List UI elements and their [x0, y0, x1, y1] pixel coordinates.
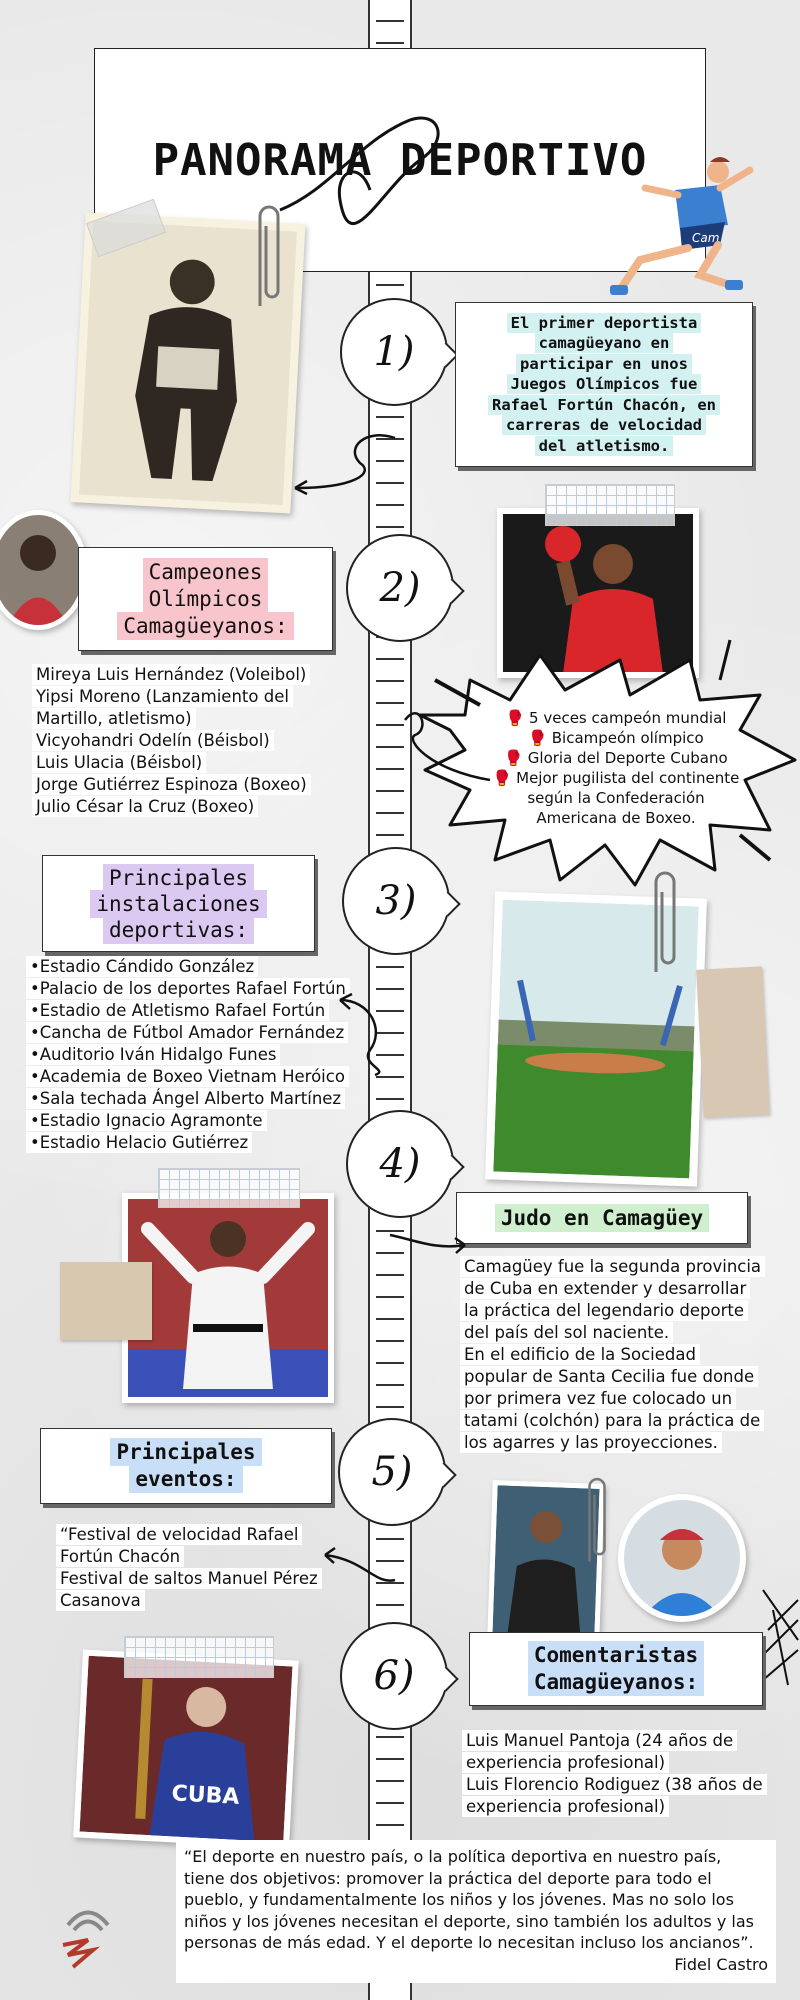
section6-heading-card: [469, 1632, 763, 1706]
text-line: del país del sol naciente.: [460, 1322, 673, 1343]
judo-photo: [122, 1193, 334, 1403]
step-6-circle: [340, 1622, 448, 1730]
step-number: 2): [379, 565, 421, 611]
list-item: •Academia de Boxeo Vietnam Heróico: [26, 1066, 349, 1087]
section5-heading-card: [40, 1428, 332, 1504]
step-1-circle: [340, 298, 448, 406]
text-line: Juegos Olímpicos fue: [507, 374, 702, 394]
text-line: carreras de velocidad: [502, 415, 706, 435]
list-item: •Estadio Cándido González: [26, 956, 258, 977]
step-number: 4): [379, 1141, 421, 1187]
quote-line: pueblo, y fundamentalmente los niños y los jóvenes. Mas no solo los: [184, 1890, 734, 1909]
quote-line: “El deporte en nuestro país, o la política deportiva en nuestro país,: [184, 1847, 722, 1866]
step-number: 1): [373, 329, 415, 375]
achievement: según la Confederación: [527, 789, 705, 807]
step-number: 6): [373, 1653, 415, 1699]
list-item: Julio César la Cruz (Boxeo): [32, 796, 258, 817]
achievement: Bicampeón olímpico: [551, 729, 704, 747]
section3-heading-card: [42, 855, 315, 952]
text-line: En el edificio de la Sociedad: [460, 1344, 700, 1365]
list-item: Jorge Gutiérrez Espinoza (Boxeo): [32, 774, 311, 795]
achievement: Mejor pugilista del continente: [516, 769, 740, 787]
text-line: Camagüey fue la segunda provincia: [460, 1256, 765, 1277]
text-line: experiencia profesional): [462, 1752, 669, 1773]
list-item: •Cancha de Fútbol Amador Fernández: [26, 1022, 348, 1043]
heading-line: Principales: [103, 864, 254, 892]
text-line: del atletismo.: [535, 436, 674, 456]
runner-illustration: [600, 150, 760, 300]
text-line: Luis Florencio Rodiguez (38 años de: [462, 1774, 767, 1795]
step-4-circle: [346, 1110, 454, 1218]
text-line: por primera vez fue colocado un: [460, 1388, 736, 1409]
heading-line: Camagüeyanos:: [528, 1668, 704, 1696]
heading-line: Comentaristas: [528, 1641, 704, 1669]
text-line: Festival de saltos Manuel Pérez: [56, 1568, 322, 1589]
judo-text: [460, 1256, 780, 1454]
quote-block: [176, 1840, 776, 1983]
section2-heading-card: [78, 547, 333, 651]
list-item: Martillo, atletismo): [32, 708, 196, 729]
text-line: Casanova: [56, 1590, 145, 1611]
text-line: “Festival de velocidad Rafael: [56, 1524, 302, 1545]
runner-shirt-text: Cam: [692, 231, 720, 245]
list-item: Yipsi Moreno (Lanzamiento del: [32, 686, 293, 707]
arrow-icon: [285, 428, 405, 498]
section4-heading-card: [456, 1192, 748, 1244]
facilities-list: [26, 956, 356, 1154]
step-5-circle: [338, 1418, 446, 1526]
commentators-text: [462, 1730, 782, 1818]
text-line: popular de Santa Cecilia fue donde: [460, 1366, 758, 1387]
list-item: •Palacio de los deportes Rafael Fortún: [26, 978, 350, 999]
tape: [124, 1636, 274, 1678]
list-item: •Auditorio Iván Hidalgo Funes: [26, 1044, 280, 1065]
connector-squiggle: [400, 700, 500, 790]
heading-line: Principales: [110, 1438, 261, 1466]
heading-line: instalaciones: [90, 890, 266, 918]
list-item: •Sala techada Ángel Alberto Martínez: [26, 1088, 345, 1109]
text-line: Luis Manuel Pantoja (24 años de: [462, 1730, 737, 1751]
text-line: Fortún Chacón: [56, 1546, 184, 1567]
quote-line: personas de más edad. Y el deporte lo necesitan incluso los ancianos”.: [184, 1933, 754, 1952]
list-item: Mireya Luis Hernández (Voleibol): [32, 664, 310, 685]
text-line: los agarres y las proyecciones.: [460, 1432, 722, 1453]
achievement: Americana de Boxeo.: [536, 809, 696, 827]
quote-line: tiene dos objetivos: promover la práctica del deporte para todo el: [184, 1868, 712, 1888]
logo-icon: [58, 1895, 118, 1975]
section1-card: [455, 302, 753, 467]
heading-line: Camagüeyanos:: [117, 612, 293, 640]
paper-note: [696, 966, 770, 1117]
heading-line: Olímpicos: [143, 585, 269, 613]
quote-line: niños y los jóvenes necesitan el deporte, sino también los adultos y las: [184, 1911, 754, 1931]
text-line: tatami (colchón) para la práctica de: [460, 1410, 764, 1431]
text-line: participar en unos: [516, 354, 692, 374]
step-number: 3): [375, 878, 417, 924]
heading-line: eventos:: [129, 1465, 242, 1493]
heading-line: Campeones: [143, 558, 269, 586]
glove-icon: 🥊: [528, 729, 547, 747]
paper-note: [60, 1262, 152, 1340]
list-item: Vicyohandri Odelín (Béisbol): [32, 730, 274, 751]
step-3-circle: [342, 847, 450, 955]
list-item: •Estadio de Atletismo Rafael Fortún: [26, 1000, 329, 1021]
paperclip-icon: [252, 196, 286, 316]
text-line: experiencia profesional): [462, 1796, 669, 1817]
commentator-portrait-icon: [618, 1494, 746, 1622]
step-number: 5): [371, 1449, 413, 1495]
tape: [545, 484, 675, 526]
text-line: Rafael Fortún Chacón, en: [488, 395, 720, 415]
champion-portrait-icon: [0, 510, 88, 630]
glove-icon: 🥊: [504, 749, 524, 767]
tape: [158, 1168, 300, 1208]
glove-icon: 🥊: [505, 709, 525, 727]
list-item: Luis Ulacia (Béisbol): [32, 752, 206, 773]
boxer-achievements: [486, 708, 746, 828]
text-line: camagüeyano en: [535, 333, 674, 353]
text-line: la práctica del legendario deporte: [460, 1300, 748, 1321]
heading-line: deportivas:: [103, 916, 254, 944]
page-title: PANORAMA DEPORTIVO: [152, 134, 648, 186]
events-text: [56, 1524, 346, 1612]
arrow-icon: [330, 990, 420, 1080]
arrow-icon: [385, 1220, 475, 1260]
glove-icon: 🥊: [492, 769, 512, 787]
fidel-photo: [73, 1649, 299, 1848]
champions-list: [32, 664, 332, 818]
text-line: El primer deportista: [507, 313, 702, 333]
scribble-decoration: [758, 1580, 800, 1690]
paperclip-icon: [582, 1470, 612, 1570]
section4-heading: Judo en Camagüey: [495, 1204, 709, 1232]
boxer-shirt-text: CUBA: [170, 1781, 241, 1810]
text-line: de Cuba en extender y desarrollar: [460, 1278, 750, 1299]
list-item: •Estadio Helacio Gutiérrez: [26, 1132, 252, 1153]
achievement: 5 veces campeón mundial: [529, 709, 727, 727]
achievement: Gloria del Deporte Cubano: [527, 749, 728, 767]
arrow-icon: [315, 1540, 400, 1590]
quote-author: Fidel Castro: [674, 1954, 768, 1974]
paperclip-icon: [648, 862, 682, 982]
list-item: •Estadio Ignacio Agramonte: [26, 1110, 267, 1131]
